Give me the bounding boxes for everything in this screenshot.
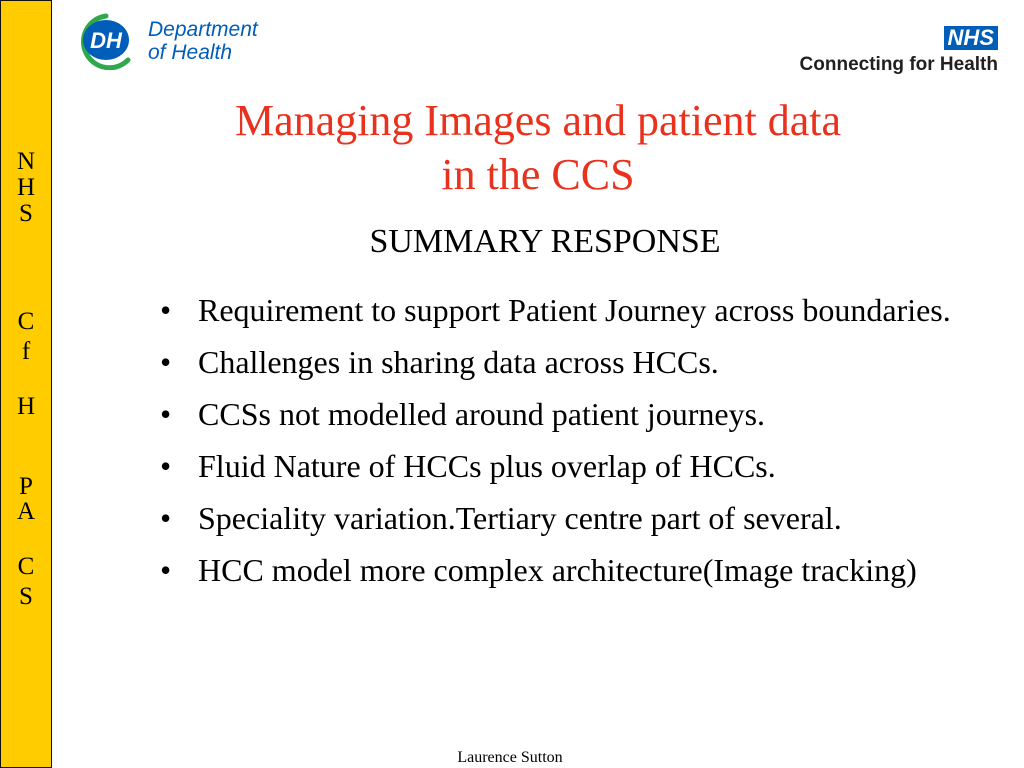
bullet-text: Fluid Nature of HCCs plus overlap of HCCs. — [198, 448, 776, 484]
dh-line2: of Health — [148, 41, 233, 64]
side-bar-letter: S — [19, 200, 33, 227]
dh-line1: Department — [148, 18, 258, 41]
bullet-dot: • — [160, 292, 172, 328]
bullet-list — [158, 288, 958, 600]
bullet-text: Speciality variation.Tertiary centre part of several. — [198, 500, 842, 536]
nhs-badge: NHS — [944, 26, 998, 50]
department-of-health-logo — [68, 10, 308, 70]
bullet-dot: • — [160, 448, 172, 484]
bullet-text: HCC model more complex architecture(Image tracking) — [198, 552, 917, 588]
side-bar-letter: S — [19, 583, 33, 610]
nhs-tagline: Connecting for Health — [799, 54, 998, 75]
bullet-text: Challenges in sharing data across HCCs. — [198, 344, 719, 380]
bullet-text: CCSs not modelled around patient journeys. — [198, 396, 766, 432]
dh-wordmark — [148, 18, 258, 64]
side-bar-letter: N — [16, 148, 36, 175]
dh-mark-icon — [68, 10, 144, 70]
bullet-dot: • — [160, 500, 172, 536]
side-bar-letter: A — [16, 498, 36, 525]
side-bar — [0, 0, 52, 768]
side-bar-letter: C — [17, 553, 35, 580]
title-line-2: in the CCS — [441, 150, 635, 199]
bullet-item — [158, 340, 958, 384]
bullet-item — [158, 288, 958, 332]
side-bar-letter: H — [16, 393, 36, 420]
bullet-dot: • — [160, 396, 172, 432]
side-bar-letter: H — [16, 174, 36, 201]
side-bar-letter: C — [17, 308, 35, 335]
bullet-text: Requirement to support Patient Journey across boundaries. — [198, 292, 951, 328]
nhs-cfh-logo — [774, 26, 1000, 78]
bullet-dot: • — [160, 344, 172, 380]
dh-mark-text: DH — [90, 28, 122, 53]
bullet-item — [158, 496, 958, 540]
footer-author: Laurence Sutton — [457, 749, 563, 766]
side-bar-letter: P — [19, 473, 33, 500]
slide-title — [120, 94, 956, 202]
bullet-item — [158, 392, 958, 436]
bullet-dot: • — [160, 552, 172, 588]
bullet-item — [158, 548, 958, 592]
title-line-1: Managing Images and patient data — [234, 96, 841, 145]
side-bar-letter: f — [21, 338, 31, 365]
slide-subtitle: SUMMARY RESPONSE — [369, 223, 721, 260]
bullet-item — [158, 444, 958, 488]
